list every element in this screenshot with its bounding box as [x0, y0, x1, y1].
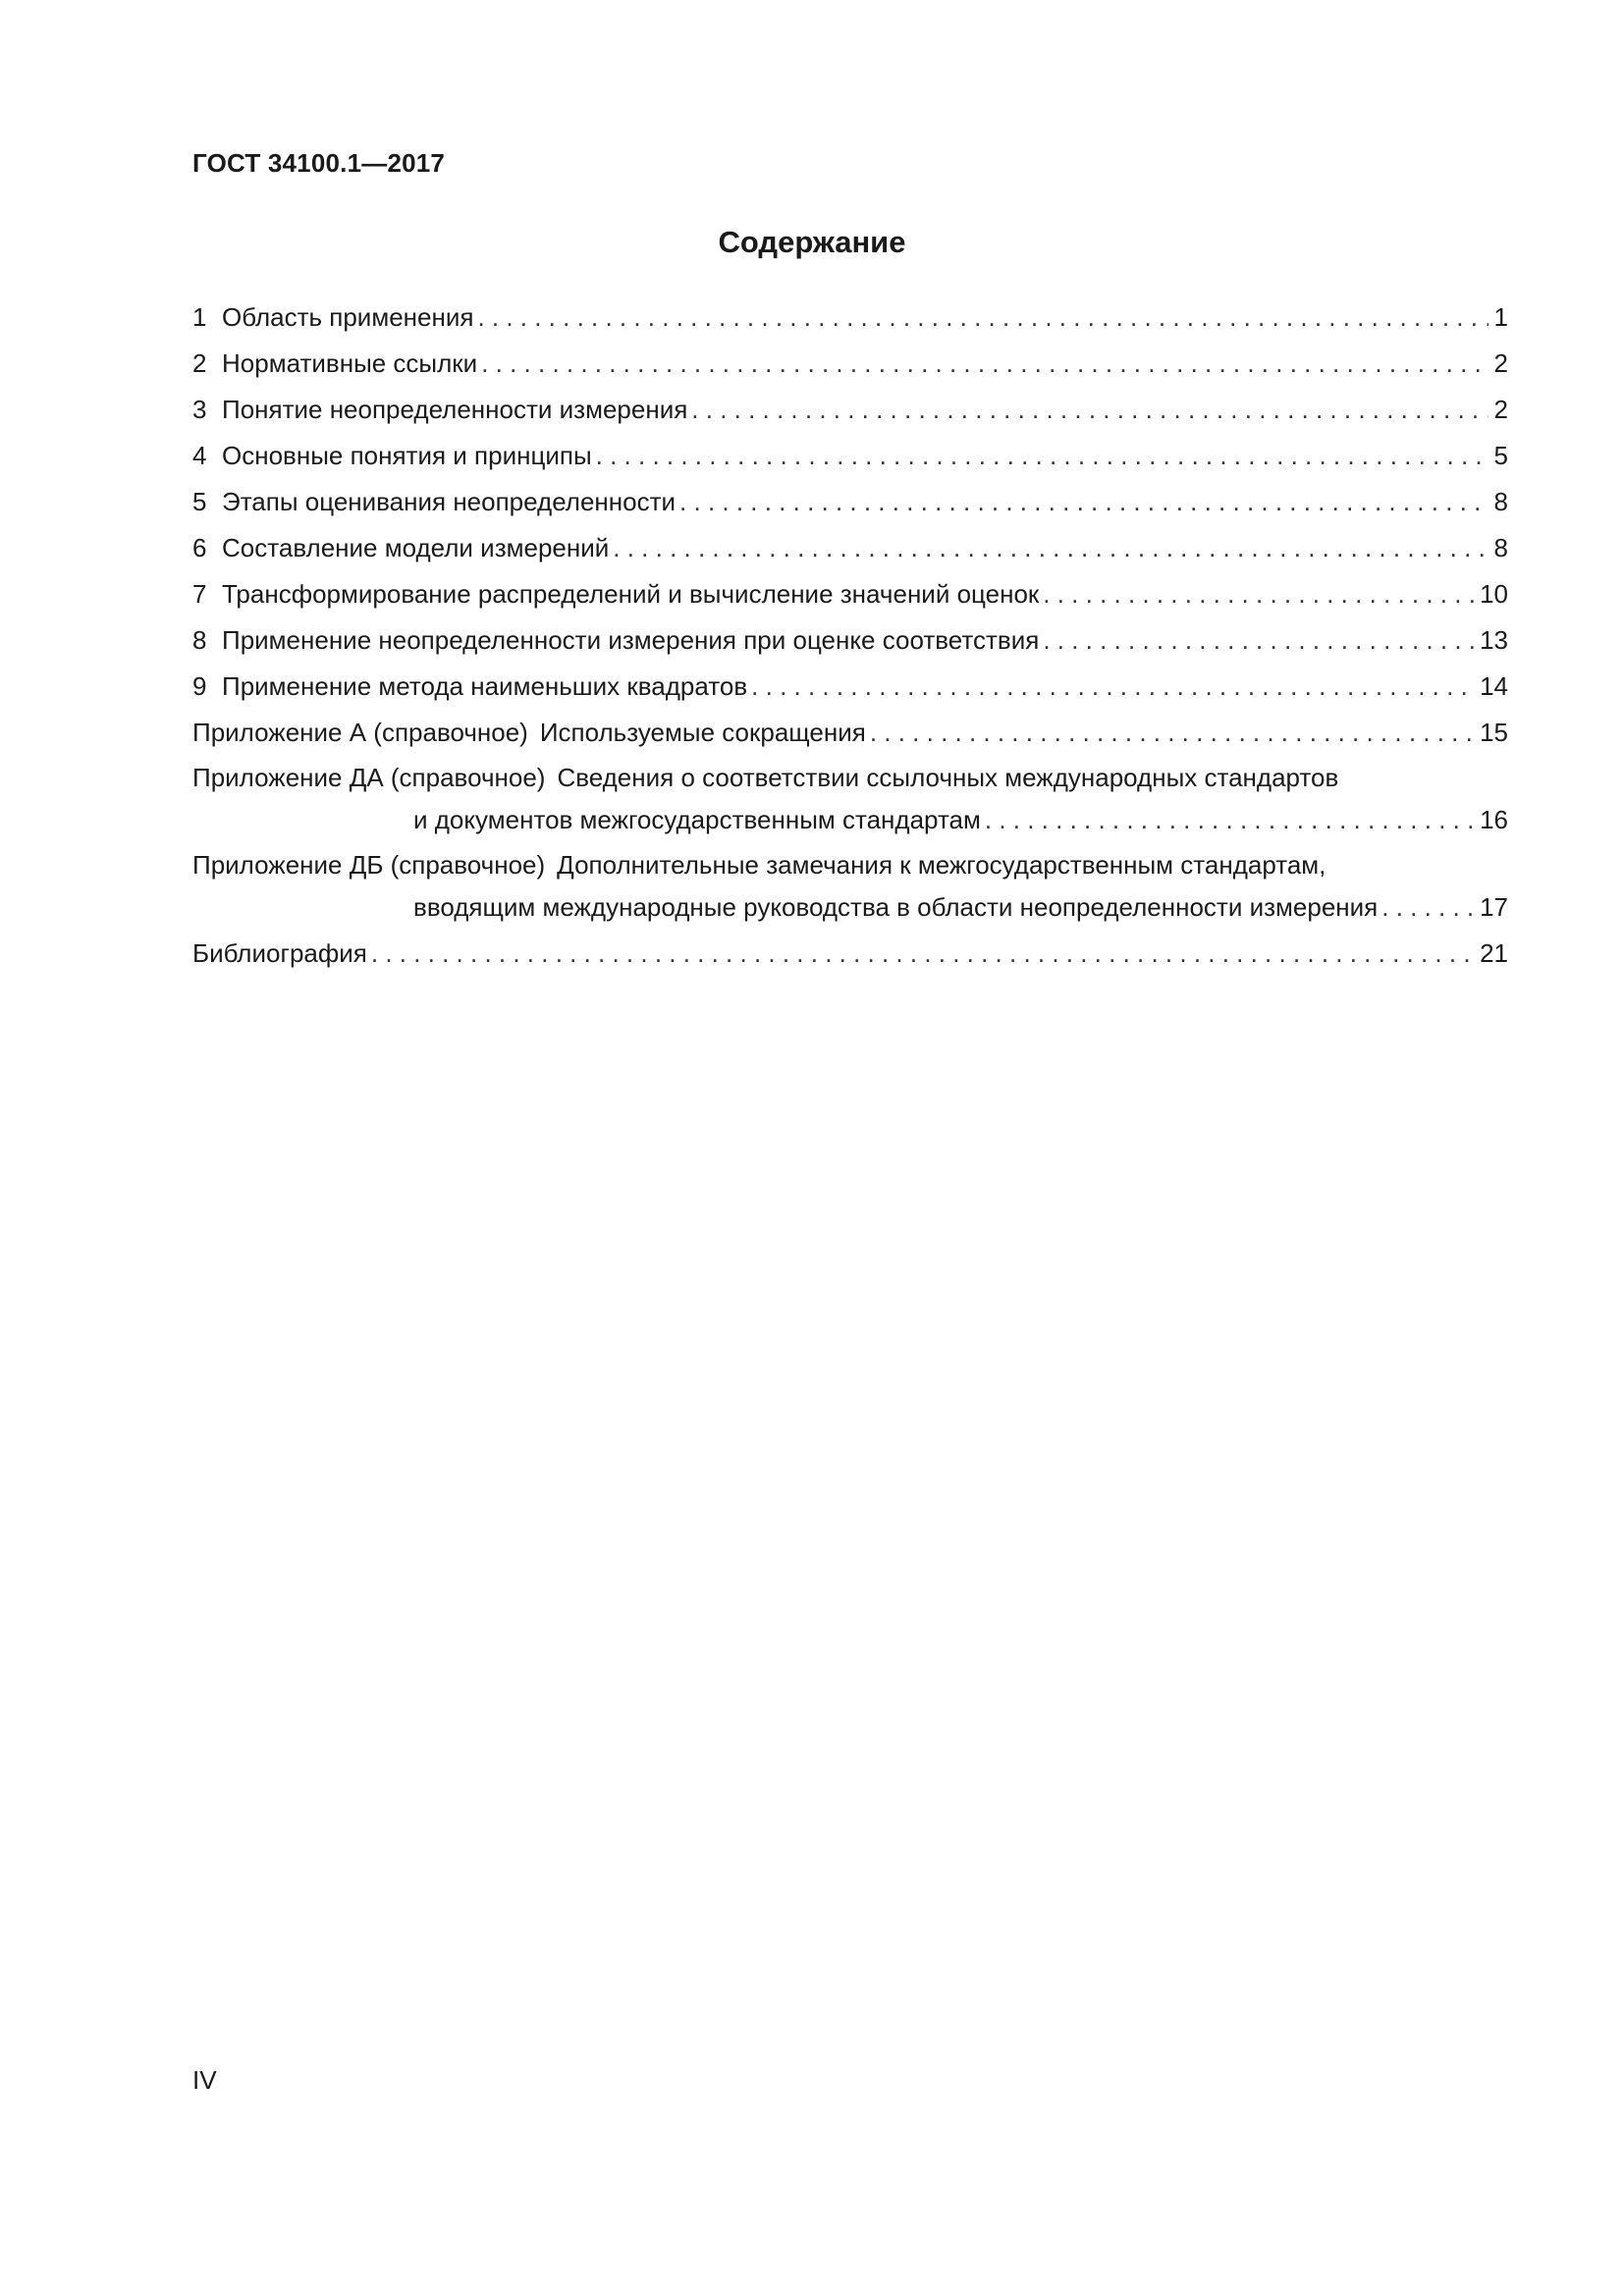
toc-entry-page: 15	[1480, 718, 1508, 747]
toc-entry-4[interactable]	[192, 439, 1508, 471]
toc-entry-label: Применение метода наименьших квадратов	[222, 671, 748, 701]
dot-leader	[1043, 579, 1474, 610]
dot-leader	[477, 302, 1488, 333]
toc-entry-bibliography[interactable]	[192, 936, 1508, 969]
toc-entry-label: Сведения о соответствии ссылочных международных стандартов	[557, 763, 1339, 792]
page-title: Содержание	[718, 225, 906, 259]
toc-entry-9[interactable]	[192, 669, 1508, 702]
toc-entry-page: 21	[1480, 938, 1508, 968]
annex-prefix: Приложение ДА (справочное)	[192, 763, 546, 792]
toc-entry-7[interactable]	[192, 577, 1508, 610]
toc-entry-number: 5	[192, 487, 207, 516]
dot-leader	[751, 671, 1474, 702]
toc-entry-3[interactable]	[192, 393, 1508, 425]
table-of-contents	[192, 300, 1508, 983]
dot-leader	[1381, 892, 1474, 923]
dot-leader	[613, 533, 1488, 563]
toc-entry-8[interactable]	[192, 623, 1508, 656]
dot-leader	[870, 718, 1474, 748]
toc-entry-page: 16	[1480, 805, 1508, 834]
page-number: IV	[192, 2065, 217, 2095]
toc-entry-page: 2	[1493, 348, 1508, 378]
toc-entry-page: 2	[1493, 395, 1508, 424]
dot-leader	[371, 938, 1474, 969]
toc-entry-label: Область применения	[222, 302, 474, 332]
toc-entry-page: 10	[1480, 579, 1508, 609]
toc-entry-5[interactable]	[192, 485, 1508, 517]
annex-prefix: Приложение А (справочное)	[192, 718, 528, 747]
toc-entry-label-continued: и документов межгосударственным стандартам	[413, 805, 981, 834]
toc-entry-label: Нормативные ссылки	[222, 348, 478, 378]
toc-entry-label: Применение неопределенности измерения при оценке соответствия	[222, 625, 1040, 655]
toc-entry-number: 2	[192, 348, 207, 378]
document-id: ГОСТ 34100.1—2017	[192, 148, 446, 178]
toc-entry-label: Составление модели измерений	[222, 533, 610, 562]
dot-leader	[596, 441, 1489, 471]
annex-prefix: Приложение ДБ (справочное)	[192, 850, 546, 880]
toc-entry-page: 17	[1480, 892, 1508, 922]
toc-entry-page: 14	[1480, 671, 1508, 701]
toc-entry-number: 8	[192, 625, 207, 655]
toc-entry-annex-db[interactable]	[192, 849, 1508, 923]
toc-entry-first-line	[192, 762, 1508, 794]
toc-entry-number: 9	[192, 671, 207, 701]
toc-entry-label: Основные понятия и принципы	[222, 441, 592, 470]
toc-entry-label: Трансформирование распределений и вычисление значений оценок	[222, 579, 1040, 609]
dot-leader	[1043, 625, 1474, 656]
toc-entry-page: 1	[1493, 302, 1508, 332]
toc-entry-annex-da[interactable]	[192, 762, 1508, 835]
dot-leader	[691, 395, 1488, 425]
toc-entry-label-continued: вводящим международные руководства в области неопределенности измерения	[413, 892, 1379, 922]
toc-entry-second-line	[192, 803, 1508, 835]
toc-entry-label: Дополнительные замечания к межгосударственным стандартам,	[557, 850, 1326, 880]
toc-entry-second-line	[192, 890, 1508, 923]
toc-entry-number: 3	[192, 395, 207, 424]
dot-leader	[985, 805, 1474, 835]
toc-entry-number: 4	[192, 441, 207, 470]
dot-leader	[481, 348, 1488, 379]
toc-entry-2[interactable]	[192, 347, 1508, 379]
dot-leader	[679, 487, 1488, 517]
toc-entry-label: Понятие неопределенности измерения	[222, 395, 688, 424]
toc-entry-annex-a[interactable]	[192, 716, 1508, 748]
toc-entry-label: Используемые сокращения	[539, 718, 866, 747]
toc-entry-label: Этапы оценивания неопределенности	[222, 487, 677, 516]
toc-entry-label: Библиография	[192, 938, 367, 968]
toc-entry-first-line	[192, 849, 1508, 881]
toc-entry-page: 5	[1493, 441, 1508, 470]
toc-entry-number: 6	[192, 533, 207, 562]
toc-entry-page: 8	[1493, 487, 1508, 516]
toc-entry-6[interactable]	[192, 531, 1508, 563]
toc-entry-page: 8	[1493, 533, 1508, 562]
toc-entry-number: 1	[192, 302, 207, 332]
toc-entry-number: 7	[192, 579, 207, 609]
toc-entry-1[interactable]	[192, 300, 1508, 333]
toc-entry-page: 13	[1480, 625, 1508, 655]
